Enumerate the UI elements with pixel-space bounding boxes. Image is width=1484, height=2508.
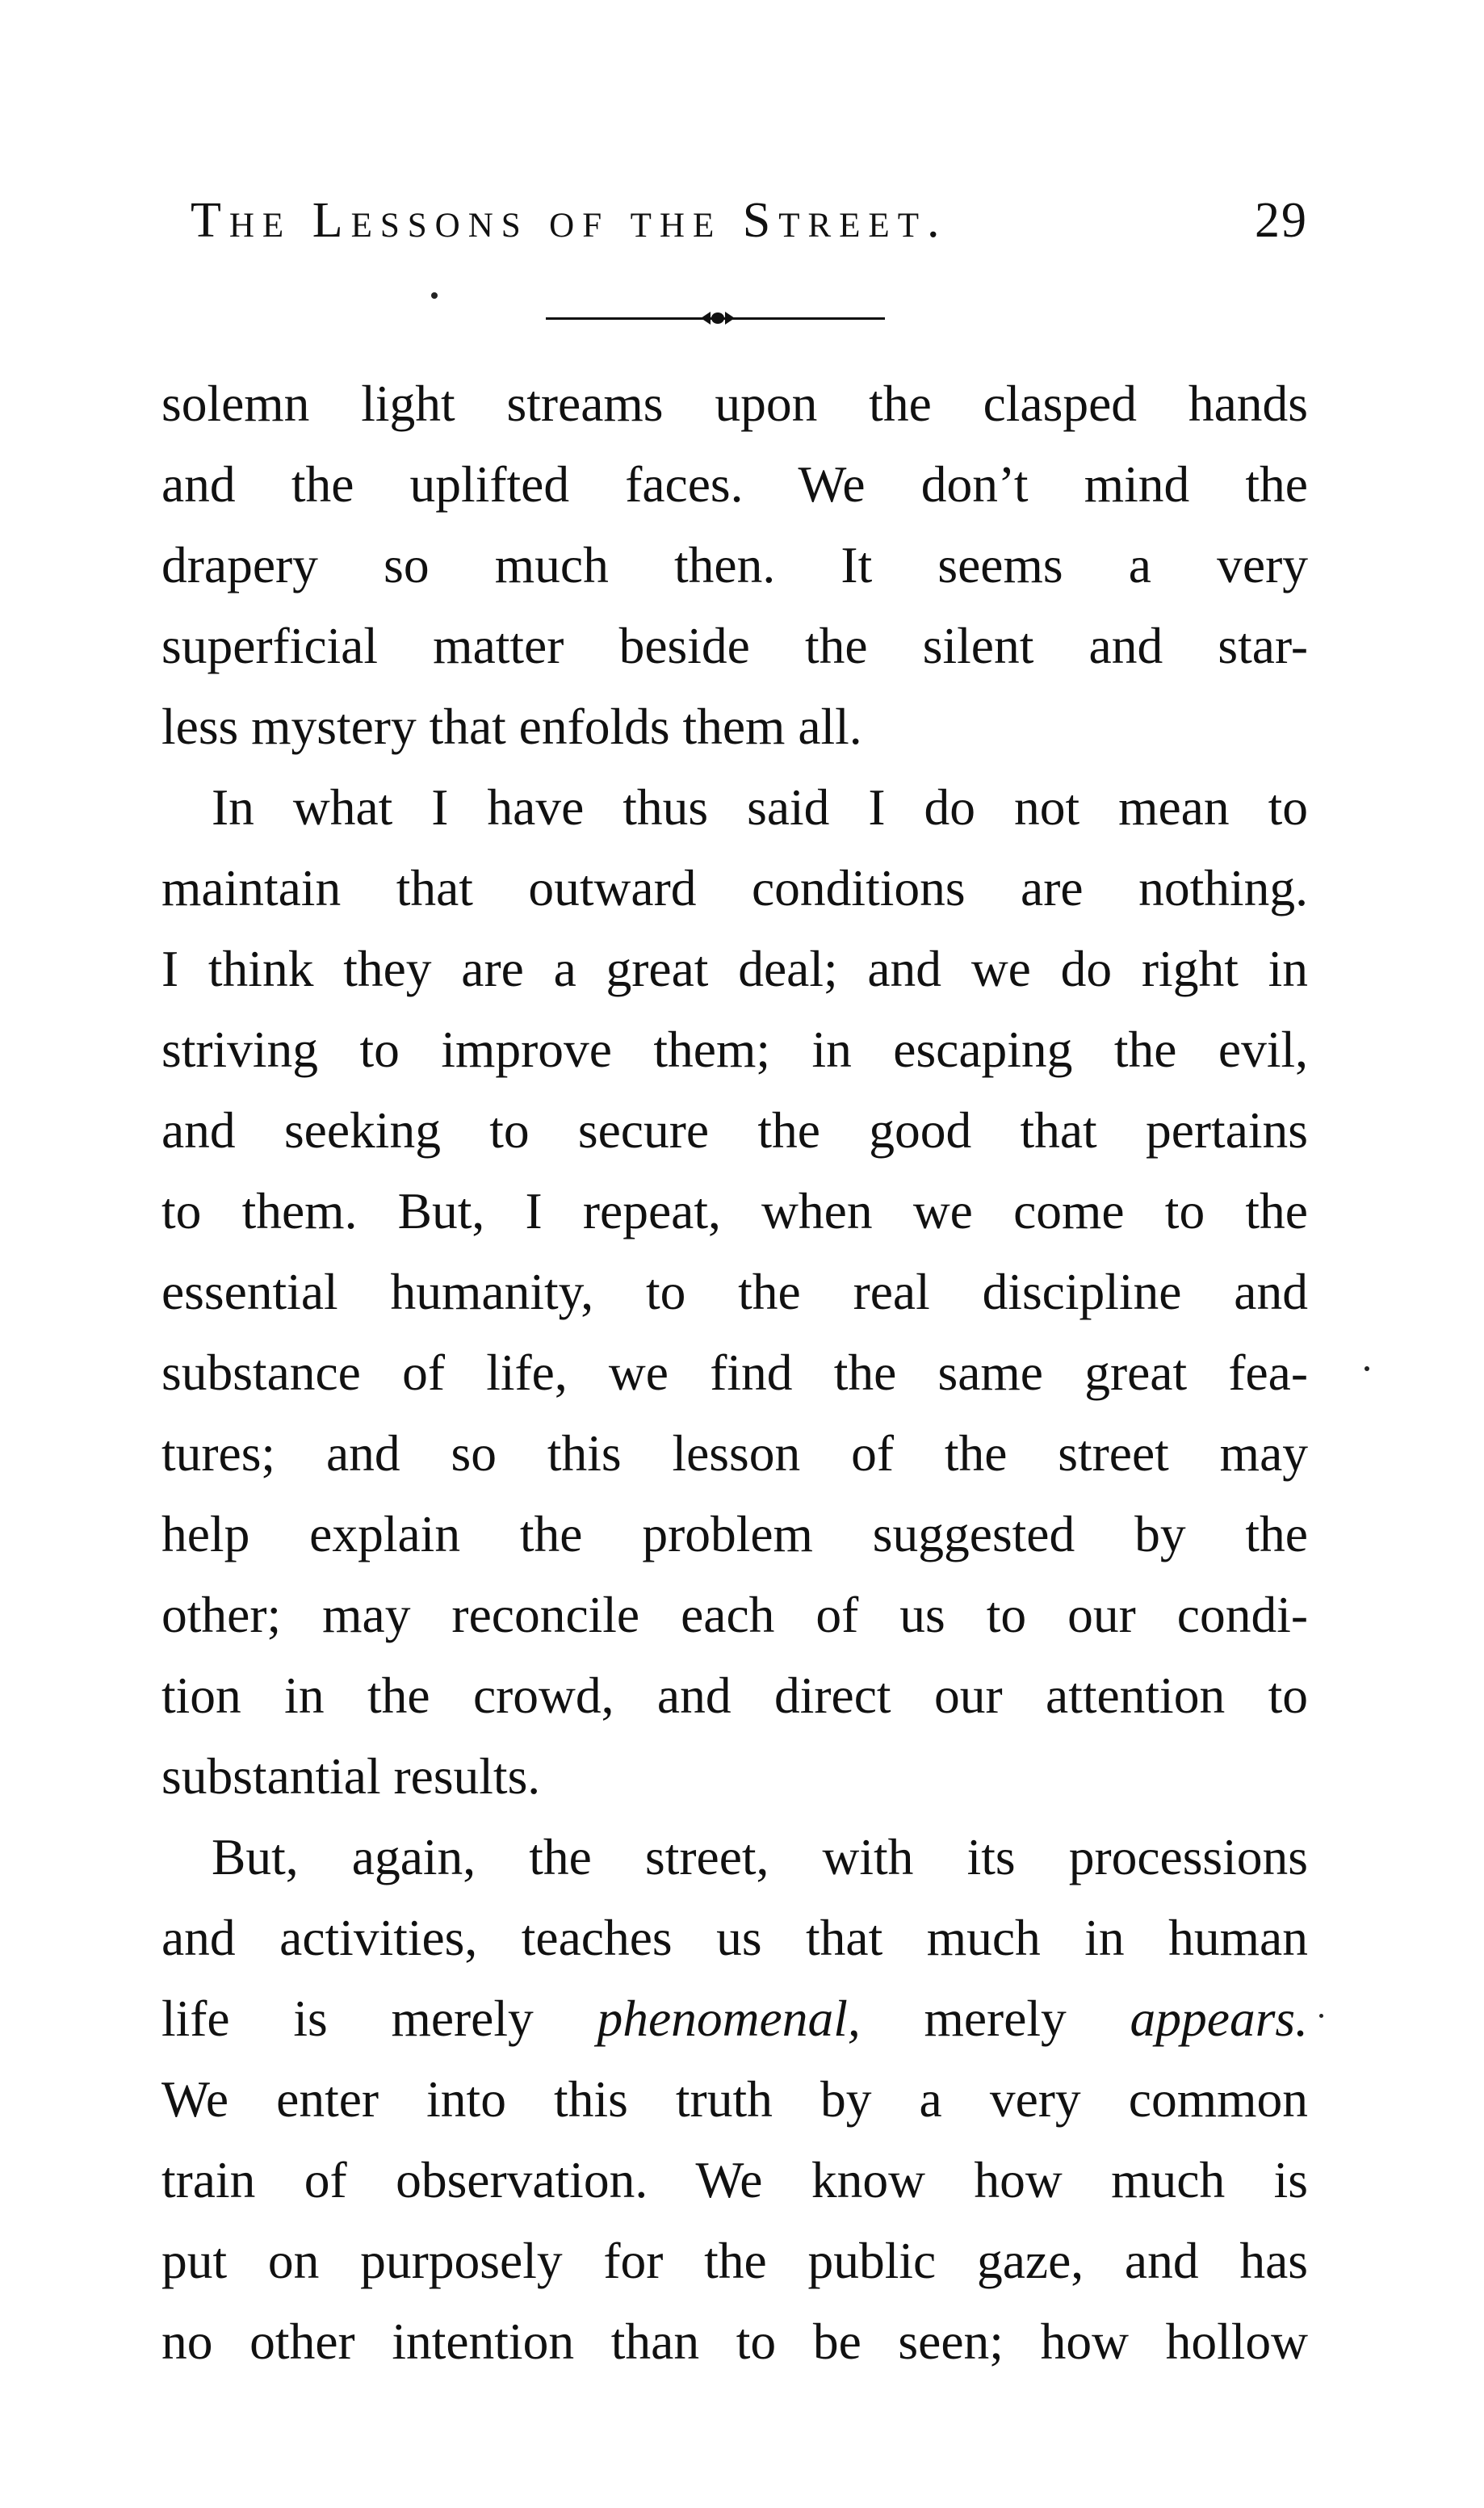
text-line-content: substance of life, we find the same great fea- bbox=[161, 1344, 1308, 1401]
text-line bbox=[161, 1009, 1308, 1090]
text-line bbox=[161, 686, 1308, 767]
text-line-content: substantial results. bbox=[161, 1747, 541, 1805]
text-line-content: maintain that outward conditions are nothing. bbox=[161, 859, 1308, 916]
italic-word: appears. bbox=[1130, 1990, 1308, 2047]
text-line-content: We enter into this truth by a very common bbox=[161, 2070, 1308, 2128]
text-line bbox=[161, 2221, 1308, 2301]
text-line-content: less mystery that enfolds them all. bbox=[161, 698, 862, 755]
text-line-content: In what I have thus said I do not mean to bbox=[212, 778, 1308, 836]
text-line bbox=[161, 1252, 1308, 1332]
text-line-content: and activities, teaches us that much in human bbox=[161, 1909, 1308, 1966]
text-line bbox=[161, 1817, 1308, 1898]
rule-ornament-icon bbox=[699, 309, 736, 327]
text-line-content: tures; and so this lesson of the street may bbox=[161, 1424, 1308, 1482]
text-line bbox=[161, 525, 1308, 606]
text-line bbox=[161, 2301, 1308, 2382]
text-line bbox=[161, 606, 1308, 686]
text-line-content: tion in the crowd, and direct our attention to bbox=[161, 1667, 1308, 1724]
text-line bbox=[161, 1332, 1308, 1413]
text-line-content: train of observation. We know how much is bbox=[161, 2151, 1308, 2208]
text-line-content: and the uplifted faces. We don’t mind the bbox=[161, 455, 1308, 513]
text-line-content: put on purposely for the public gaze, and has bbox=[161, 2232, 1308, 2289]
text-line bbox=[161, 1171, 1308, 1252]
text-line bbox=[161, 1494, 1308, 1575]
text-line bbox=[161, 929, 1308, 1009]
text-line bbox=[161, 1655, 1308, 1736]
text-line-content: striving to improve them; in escaping the evil, bbox=[161, 1021, 1308, 1078]
text-line bbox=[161, 363, 1308, 444]
text-line bbox=[161, 1575, 1308, 1655]
running-head bbox=[191, 192, 1308, 260]
running-title: The Lessons of the Street. bbox=[191, 193, 948, 248]
print-speck bbox=[1365, 1366, 1369, 1371]
text-line-content: drapery so much then. It seems a very bbox=[161, 536, 1308, 593]
text-line bbox=[161, 848, 1308, 929]
text-line bbox=[161, 2140, 1308, 2221]
text-line-content: essential humanity, to the real discipline and bbox=[161, 1263, 1308, 1320]
text-line-content: solemn light streams upon the clasped hands bbox=[161, 375, 1308, 432]
body-text bbox=[161, 363, 1308, 2382]
text-line bbox=[161, 1413, 1308, 1494]
text-line-content: to them. But, I repeat, when we come to the bbox=[161, 1182, 1308, 1239]
text-line-content: superficial matter beside the silent and star- bbox=[161, 617, 1308, 674]
page-number: 29 bbox=[1255, 193, 1308, 248]
text-line bbox=[161, 767, 1308, 848]
text-line-content: other; may reconcile each of us to our condi- bbox=[161, 1586, 1308, 1643]
print-speck bbox=[1319, 2014, 1323, 2018]
text-line-content: and seeking to secure the good that pertains bbox=[161, 1101, 1308, 1159]
text-line bbox=[161, 444, 1308, 525]
text-line bbox=[161, 2059, 1308, 2140]
text-line bbox=[161, 1736, 1308, 1817]
text-line-content: I think they are a great deal; and we do right in bbox=[161, 940, 1308, 997]
text-line-content: life is merely phenomenal, merely appears. bbox=[161, 1990, 1308, 2047]
print-speck bbox=[431, 292, 438, 299]
text-line bbox=[161, 1898, 1308, 1978]
text-line-content: help explain the problem suggested by the bbox=[161, 1505, 1308, 1562]
text-line-content: But, again, the street, with its processions bbox=[212, 1828, 1308, 1885]
italic-word: phenomenal, bbox=[597, 1990, 861, 2047]
text-line bbox=[161, 1090, 1308, 1171]
text-line-content: no other intention than to be seen; how hollow bbox=[161, 2313, 1308, 2370]
text-line bbox=[161, 1978, 1308, 2059]
